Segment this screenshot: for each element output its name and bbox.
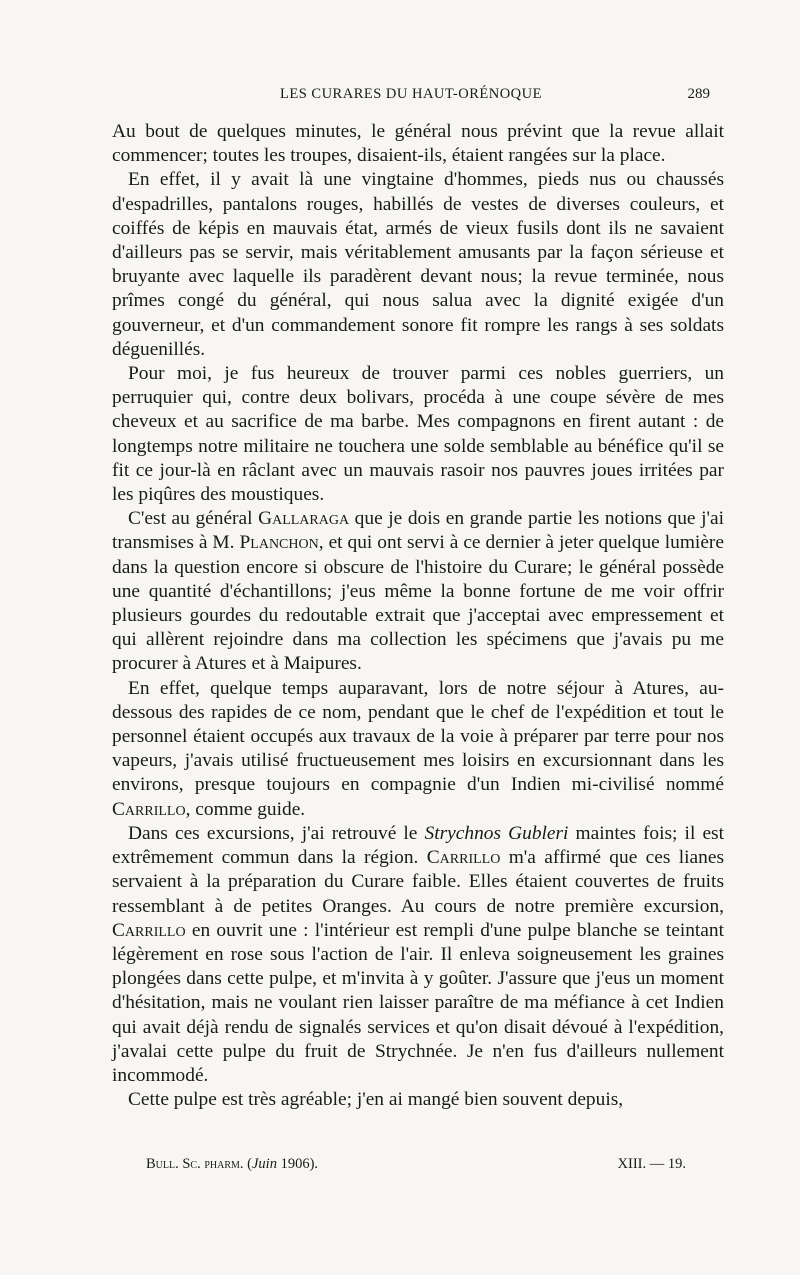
person-name-gallaraga: Gallaraga <box>258 508 350 530</box>
paragraph-4-text-c: , et qui ont servi à ce dernier à jeter quelque lumière dans la question encore si obscure de l'histoire du Curare; le général possède une quantité d'échantillons; j'eus même la bonne fortune de me voir offrir plusieurs gourdes du redoutable extrait que j'acceptai avec empressement et qui allèrent rejoindre dans ma collection les spécimens que j'avais pu me procurer à Atures et à Maipures. <box>112 532 724 675</box>
running-title: LES CURARES DU HAUT-ORÉNOQUE <box>280 86 542 102</box>
paragraph-2-text: En effet, il y avait là une vingtaine d'hommes, pieds nus ou chaussés d'espadrilles, pantalons rouges, habillés de vestes de diverses couleurs, et coiffés de képis en mauvais état, armés de vieux fusils dont ils ne savaient d'ailleurs pas se servir, mais véritablement amusants par la façon sérieuse et bruyante avec laquelle ils paradèrent devant nous; la revue terminée, nous prîmes congé du général, qui nous salua avec la dignité exigée d'un gouverneur, et d'un commandement sonore fit rompre les rangs à ses soldats déguenillés. <box>112 169 724 360</box>
body-text <box>112 120 724 1112</box>
paragraph-3 <box>112 362 724 507</box>
journal-citation-b: 1906). <box>276 1156 319 1172</box>
person-name-carrillo: Carrillo <box>112 919 186 941</box>
journal-citation-a: Bull. Sc. pharm. ( <box>146 1156 252 1172</box>
person-name-carrillo: Carrillo <box>112 798 186 820</box>
paragraph-4-text-b: que je dois en grande partie les notions que j'ai transmises à M. <box>112 508 724 554</box>
paragraph-3-text: Pour moi, je fus heureux de trouver parmi ces nobles guerriers, un perruquier qui, contre deux bolivars, procéda à une coupe sévère de mes cheveux et au sacrifice de ma barbe. Mes compagnons en firent autant : de longtemps notre militaire ne touchera une solde semblable au bénéfice qu'il se fit ce jour-là en râclant avec un mauvais rasoir nos pauvres joues irritées par les piqûres des moustiques. <box>112 363 724 506</box>
paragraph-5-text-a: En effet, quelque temps auparavant, lors de notre séjour à Atures, au-dessous des rapides de ce nom, pendant que le chef de l'expédition et tout le personnel étaient occupés aux travaux de la voie à préparer par terre pour nos vapeurs, j'avais utilisé fructueusement mes loisirs en excursionnant dans les environs, presque toujours en compagnie d'un Indien mi-civilisé nommé <box>112 677 724 796</box>
paragraph-4-text-a: C'est au général <box>128 508 259 530</box>
paragraph-6 <box>112 822 724 1088</box>
paragraph-6-text-d: en ouvrit une : l'intérieur est rempli d'une pulpe blanche se teintant légèrement en rose sous l'action de l'air. Il enleva soigneusement les graines plongées dans cette pulpe, et m'invita à y goûter. J'assure que j'eus un moment d'hésitation, mais ne voulant rien laisser paraître de ma méfiance à cet Indien qui avait déjà rendu de signalés services et qu'on disait dévoué à l'expédition, j'avalai cette pulpe du fruit de Strychnée. Je n'en fus d'ailleurs nullement incommodé. <box>112 919 724 1086</box>
volume-signature: XIII. — 19. <box>617 1156 686 1172</box>
species-name: Strychnos Gubleri <box>424 822 569 844</box>
person-name-planchon: Planchon <box>239 532 319 554</box>
paragraph-1-text: Au bout de quelques minutes, le général nous prévint que la revue allait commencer; toutes les troupes, disaient-ils, étaient rangées sur la place. <box>112 121 724 167</box>
paragraph-4 <box>112 507 724 676</box>
journal-citation <box>146 1156 318 1173</box>
person-name-carrillo: Carrillo <box>426 847 501 869</box>
paragraph-6-text-b: maintes fois; il est extrêmement commun dans la région. <box>112 822 724 869</box>
journal-citation-date: Juin <box>252 1156 277 1172</box>
paragraph-5 <box>112 677 724 822</box>
page-header <box>112 86 710 108</box>
paragraph-7-text: Cette pulpe est très agréable; j'en ai mangé bien souvent depuis, <box>128 1089 624 1111</box>
paragraph-7 <box>112 1088 724 1112</box>
paragraph-6-text-c: m'a affirmé que ces lianes servaient à la préparation du Curare faible. Elles étaient couvertes de fruits ressemblant à de petites Oranges. Au cours de notre première excursion, <box>112 847 724 917</box>
page-number: 289 <box>687 86 710 102</box>
paragraph-5-text-b: , comme guide. <box>185 798 306 820</box>
paragraph-6-text-a: Dans ces excursions, j'ai retrouvé le <box>128 822 425 844</box>
paragraph-2 <box>112 168 724 362</box>
paragraph-1 <box>112 120 724 168</box>
